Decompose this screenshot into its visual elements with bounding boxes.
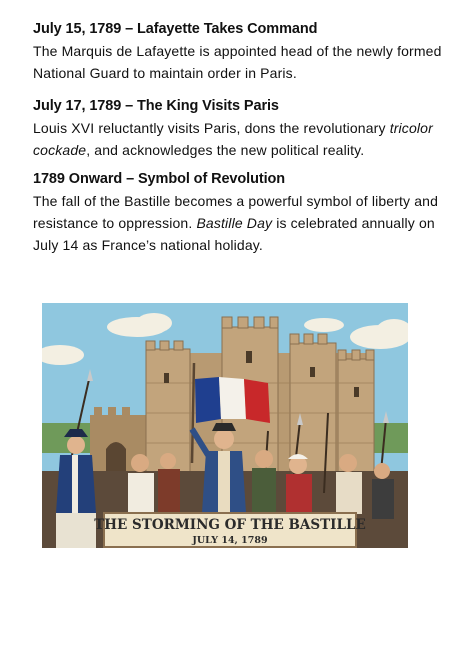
entry-heading: July 17, 1789 – The King Visits Paris <box>33 98 279 114</box>
entry-heading: July 15, 1789 – Lafayette Takes Command <box>33 21 318 37</box>
entry-body-emphasis: tricolor cockade <box>33 120 433 158</box>
entry-heading: 1789 Onward – Symbol of Revolution <box>33 171 286 187</box>
french-flag <box>195 377 270 423</box>
timeline-entry-symbol <box>33 170 453 256</box>
entry-body <box>33 117 453 161</box>
banner-title: THE STORMING OF THE BASTILLE <box>94 517 366 533</box>
entry-body-emphasis: Bastille Day <box>196 215 273 231</box>
bastille-illustration <box>42 303 408 548</box>
banner-date: JULY 14, 1789 <box>192 535 268 546</box>
entry-body <box>33 190 453 256</box>
entry-body-text: is celebrated annually on July 14 as France’s national holiday. <box>33 215 435 253</box>
title-banner <box>94 513 366 547</box>
timeline-entry-lafayette <box>33 20 453 84</box>
entry-body: The Marquis de Lafayette is appointed head of the newly formed National Guard to maintain order in Paris. <box>33 43 442 81</box>
entry-body-text: , and acknowledges the new political reality. <box>86 142 365 158</box>
timeline-entry-king-visits <box>33 97 453 161</box>
entry-body-text: Louis XVI reluctantly visits Paris, dons the revolutionary <box>33 120 390 136</box>
entry-body-text: The fall of the Bastille becomes a powerful symbol of liberty and resistance to oppression. <box>33 193 439 231</box>
